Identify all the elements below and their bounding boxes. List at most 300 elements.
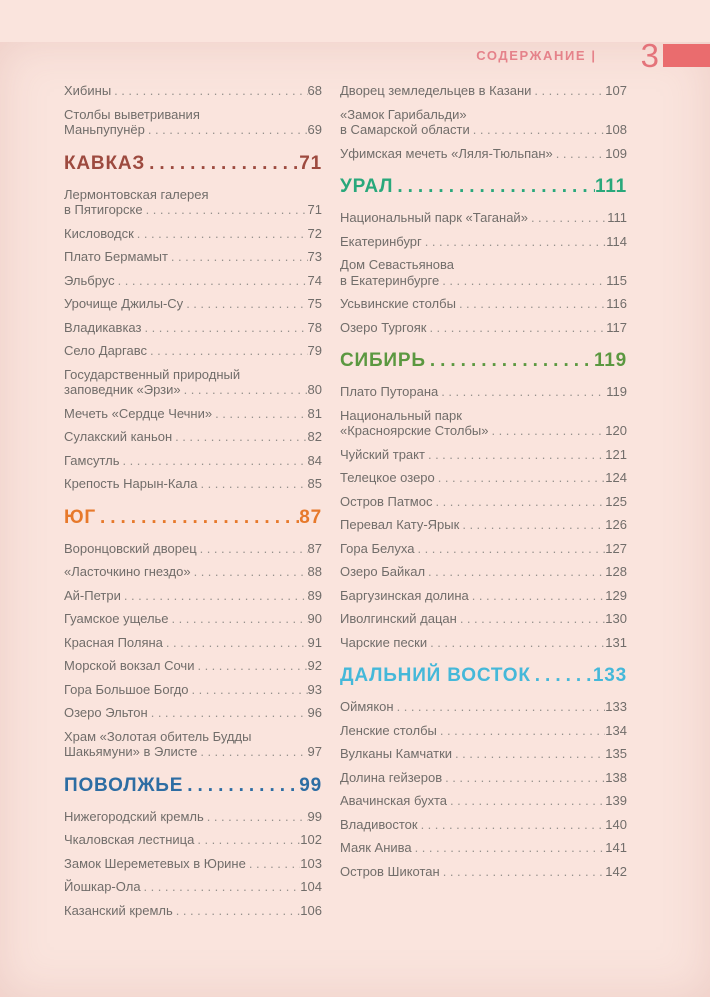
- toc-entry: [64, 682, 322, 698]
- toc-entry: [64, 83, 322, 99]
- toc-entry-title: Ленские столбы: [340, 722, 437, 738]
- toc-entry-row: [64, 809, 322, 825]
- dot-leader: [173, 903, 301, 919]
- toc-entry-page: 88: [307, 564, 322, 579]
- toc-entry-title: Хибины: [64, 83, 112, 98]
- dot-leader: [183, 775, 299, 797]
- toc-entry-title: Оймякон: [340, 699, 394, 714]
- toc-entry-row: [340, 635, 627, 651]
- toc-entry: [340, 494, 627, 510]
- toc-entry: [340, 146, 627, 162]
- toc-entry: [64, 635, 322, 651]
- toc-entry-title: Чарские пески: [340, 634, 428, 650]
- toc-entry-page: 126: [605, 517, 627, 532]
- dot-leader: [194, 658, 307, 674]
- toc-entry-row: [340, 384, 627, 400]
- toc-entry: [64, 343, 322, 359]
- toc-entry: [64, 729, 322, 760]
- toc-entry-row: [64, 856, 322, 872]
- toc-entry: [64, 273, 322, 289]
- toc-entry: [340, 699, 627, 715]
- toc-entry: [64, 856, 322, 872]
- dot-leader: [422, 234, 606, 250]
- page-number: 3: [640, 37, 659, 74]
- toc-entry-page: 140: [605, 816, 627, 832]
- toc-entry-row: [340, 517, 627, 533]
- toc-entry-page: 93: [307, 681, 322, 697]
- toc-entry-page: 115: [606, 272, 627, 288]
- toc-entry-row: [64, 611, 322, 627]
- toc-entry-page: 73: [307, 249, 322, 264]
- toc-entry-row: [64, 343, 322, 359]
- toc-entry-row: [64, 83, 322, 99]
- dot-leader: [425, 447, 605, 463]
- toc-entry-row: [340, 611, 627, 627]
- toc-section-page: 133: [592, 665, 627, 686]
- toc-entry-title: Иволгинский дацан: [340, 611, 457, 626]
- dot-leader: [470, 122, 606, 138]
- toc-entry-line: Национальный парк: [340, 407, 462, 423]
- toc-entry-page: 128: [605, 564, 627, 579]
- toc-entry: [64, 658, 322, 674]
- toc-entry-page: 81: [307, 405, 322, 421]
- toc-entry-row: [64, 682, 322, 698]
- dot-leader: [438, 384, 606, 400]
- dot-leader: [528, 210, 607, 226]
- toc-entry-title: Гора Белуха: [340, 540, 415, 556]
- toc-section-header: [340, 350, 627, 372]
- toc-section-row: [64, 775, 322, 797]
- dot-leader: [120, 453, 308, 469]
- toc-entry: [64, 903, 322, 919]
- dot-leader: [197, 541, 308, 557]
- dot-leader: [96, 507, 299, 529]
- toc-entry-row: [340, 588, 627, 604]
- toc-entry-title: Владивосток: [340, 816, 418, 832]
- toc-entry-row: [340, 146, 627, 162]
- toc-entry-line: Государственный природный: [64, 366, 241, 382]
- toc-entry-row: [340, 817, 627, 833]
- toc-entry-page: 89: [307, 587, 322, 603]
- toc-entry-page: 109: [605, 145, 627, 161]
- dot-leader: [469, 588, 606, 604]
- toc-entry-page: 84: [307, 452, 322, 468]
- toc-entry-title: Озеро Тургояк: [340, 319, 427, 335]
- toc-entry-title: заповедник «Эрзи»: [64, 382, 181, 397]
- dot-leader: [121, 588, 308, 604]
- toc-entry-page: 74: [307, 272, 322, 288]
- toc-entry-line: Храм «Золотая обитель Будды: [64, 728, 252, 744]
- toc-entry-title: Воронцовский дворец: [64, 540, 197, 556]
- toc-entry-title: Гуамское ущелье: [64, 611, 169, 626]
- dot-leader: [212, 406, 307, 422]
- toc-entry-page: 139: [605, 793, 627, 808]
- toc-entry-page: 114: [606, 233, 627, 249]
- toc-entry-page: 90: [307, 611, 322, 626]
- toc-entry-page: 119: [606, 384, 627, 399]
- toc-entry-title: Урочище Джилы-Су: [64, 296, 184, 311]
- toc-column-left: [64, 83, 322, 926]
- toc-section-header: [340, 176, 627, 198]
- toc-entry-page: 96: [307, 705, 322, 720]
- toc-entry-page: 85: [307, 476, 322, 491]
- toc-entry-page: 72: [307, 225, 322, 241]
- toc-entry-page: 124: [605, 470, 627, 485]
- toc-entry-page: 127: [605, 540, 627, 556]
- toc-entry-row: [340, 234, 627, 250]
- toc-entry: [64, 832, 322, 848]
- toc-entry-row: [340, 320, 627, 336]
- dot-leader: [111, 83, 307, 99]
- dot-leader: [197, 476, 307, 492]
- toc-entry-page: 87: [307, 540, 322, 556]
- toc-entry: [340, 588, 627, 604]
- dot-leader: [459, 517, 605, 533]
- toc-entry-title: Эльбрус: [64, 272, 115, 288]
- toc-entry-row: [340, 470, 627, 486]
- toc-entry-page: 138: [605, 769, 627, 785]
- toc-entry-title: Остров Патмос: [340, 493, 433, 509]
- toc-entry-page: 69: [307, 122, 322, 137]
- toc-entry-row: [340, 723, 627, 739]
- dot-leader: [418, 817, 606, 833]
- toc-entry-row: [64, 564, 322, 580]
- toc-entry: [340, 234, 627, 250]
- toc-entry-title: Телецкое озеро: [340, 470, 435, 485]
- toc-entry-row: [340, 210, 627, 226]
- toc-entry-page: 104: [300, 879, 322, 894]
- toc-entry-row: [64, 832, 322, 848]
- toc-entry-row: [340, 840, 627, 856]
- toc-entry: [64, 429, 322, 445]
- toc-entry-row: [64, 320, 322, 336]
- toc-section-row: [64, 153, 322, 175]
- dot-leader: [425, 564, 605, 580]
- toc-entry-line: Дом Севастьянова: [340, 257, 455, 272]
- toc-entry-title: Плато Путорана: [340, 384, 439, 399]
- toc-entry-line: Лермонтовская галерея: [64, 186, 209, 202]
- toc-entry-title: Чкаловская лестница: [64, 832, 195, 847]
- toc-entry-title: Ай-Петри: [64, 587, 121, 603]
- toc-entry-row: [64, 453, 322, 469]
- toc-entry-title: Замок Шереметевых в Юрине: [64, 855, 246, 871]
- toc-section-title: ЮГ: [64, 506, 96, 528]
- page-number-accent-bar: [663, 44, 710, 67]
- toc-entry-page: 78: [307, 319, 322, 335]
- toc-entry-page: 130: [605, 611, 627, 626]
- toc-entry-title: Авачинская бухта: [340, 793, 447, 808]
- toc-entry: [64, 705, 322, 721]
- contents-heading: СОДЕРЖАНИЕ |: [476, 48, 597, 63]
- toc-entry: [340, 564, 627, 580]
- toc-entry: [64, 296, 322, 312]
- toc-entry-row: [64, 879, 322, 895]
- toc-entry: [340, 746, 627, 762]
- toc-entry: [64, 187, 322, 218]
- dot-leader: [394, 699, 606, 715]
- dot-leader: [439, 273, 606, 289]
- toc-section-page: 119: [593, 350, 627, 371]
- toc-section-page: 87: [299, 506, 322, 528]
- toc-entry-page: 133: [605, 699, 627, 714]
- toc-entry-title: в Екатеринбурге: [340, 272, 440, 288]
- toc-entry-page: 125: [605, 493, 627, 509]
- toc-entry: [64, 809, 322, 825]
- toc-entry-page: 71: [307, 202, 322, 217]
- dot-leader: [440, 864, 606, 880]
- toc-entry-page: 107: [605, 83, 627, 98]
- toc-entry-row: [64, 406, 322, 422]
- toc-entry-row: [64, 635, 322, 651]
- toc-entry-title: Нижегородский кремль: [64, 808, 204, 824]
- toc-entry-row: [340, 541, 627, 557]
- dot-leader: [452, 746, 605, 762]
- dot-leader: [204, 809, 308, 825]
- dot-leader: [145, 122, 308, 138]
- toc-column-right: [340, 83, 627, 926]
- toc-entry-page: 80: [307, 382, 322, 397]
- toc-entry-page: 134: [605, 722, 627, 738]
- toc-entry-title: Крепость Нарын-Кала: [64, 476, 198, 491]
- dot-leader: [197, 744, 307, 760]
- dot-leader: [194, 832, 300, 848]
- toc-columns: [0, 83, 710, 926]
- toc-entry-row: [340, 746, 627, 762]
- toc-entry-title: Гора Большое Богдо: [64, 681, 189, 697]
- toc-entry: [64, 249, 322, 265]
- toc-entry-title: Шакьямуни» в Элисте: [64, 744, 198, 759]
- toc-entry-row: [64, 903, 322, 919]
- toc-entry: [64, 564, 322, 580]
- toc-entry-title: в Пятигорске: [64, 202, 143, 217]
- toc-section-row: [64, 507, 322, 529]
- toc-entry: [64, 611, 322, 627]
- toc-entry-page: 111: [607, 210, 627, 225]
- toc-entry-title: Перевал Кату-Ярык: [340, 517, 460, 532]
- toc-entry-page: 68: [307, 83, 322, 98]
- toc-entry-title: Сулакский каньон: [64, 429, 173, 444]
- toc-entry-title: Чуйский тракт: [340, 446, 425, 462]
- toc-section-title: ДАЛЬНИЙ ВОСТОК: [340, 665, 531, 686]
- toc-entry-page: 120: [605, 423, 627, 438]
- toc-entry-row: [64, 226, 322, 242]
- toc-entry: [64, 320, 322, 336]
- toc-entry-page: 117: [606, 319, 627, 335]
- toc-entry-title: Кисловодск: [64, 225, 134, 241]
- toc-entry-row: [340, 699, 627, 715]
- dot-leader: [393, 176, 595, 198]
- toc-entry-page: 92: [307, 658, 322, 673]
- toc-entry-title: Мечеть «Сердце Чечни»: [64, 405, 213, 421]
- toc-entry-row: [64, 249, 322, 265]
- toc-entry-row: [340, 296, 627, 312]
- toc-entry-title: Дворец земледельцев в Казани: [340, 83, 532, 98]
- toc-entry-line: «Замок Гарибальди»: [340, 106, 467, 122]
- toc-entry-row: [340, 494, 627, 510]
- toc-entry-title: Усьвинские столбы: [340, 296, 456, 311]
- toc-entry: [64, 879, 322, 895]
- dot-leader: [435, 470, 606, 486]
- dot-leader: [115, 273, 308, 289]
- toc-entry-page: 79: [307, 343, 322, 358]
- toc-section-row: [340, 665, 627, 687]
- toc-entry: [340, 793, 627, 809]
- toc-section-row: [340, 176, 627, 198]
- toc-entry-row: [340, 564, 627, 580]
- toc-entry: [340, 840, 627, 856]
- dot-leader: [145, 153, 299, 175]
- toc-entry-title: Национальный парк «Таганай»: [340, 210, 528, 225]
- toc-entry-title: Баргузинская долина: [340, 587, 469, 603]
- toc-entry-page: 103: [300, 855, 322, 871]
- toc-entry: [340, 384, 627, 400]
- toc-entry-title: Красная Поляна: [64, 634, 163, 650]
- dot-leader: [143, 202, 308, 218]
- toc-entry-title: Озеро Байкал: [340, 564, 426, 579]
- toc-section-title: СИБИРЬ: [340, 350, 426, 371]
- dot-leader: [169, 611, 308, 627]
- toc-entry: [64, 406, 322, 422]
- toc-entry-row: [64, 296, 322, 312]
- toc-entry-title: Село Даргавс: [64, 343, 147, 358]
- dot-leader: [414, 541, 605, 557]
- toc-entry-page: 135: [605, 746, 627, 761]
- toc-entry-row: [64, 202, 322, 218]
- toc-entry: [340, 447, 627, 463]
- dot-leader: [427, 635, 605, 651]
- dot-leader: [531, 665, 593, 687]
- toc-entry-row: [340, 864, 627, 880]
- toc-entry-row: [64, 588, 322, 604]
- toc-entry-row: [340, 83, 627, 99]
- dot-leader: [432, 494, 605, 510]
- toc-entry-title: в Самарской области: [340, 122, 470, 137]
- toc-entry-row: [340, 447, 627, 463]
- dot-leader: [191, 564, 308, 580]
- toc-entry-page: 106: [300, 902, 322, 918]
- toc-entry-page: 102: [300, 832, 322, 847]
- toc-entry: [340, 517, 627, 533]
- dot-leader: [163, 635, 308, 651]
- toc-entry-title: Морской вокзал Сочи: [64, 658, 195, 673]
- toc-section-page: 99: [299, 774, 322, 796]
- dot-leader: [457, 611, 605, 627]
- toc-entry-row: [64, 382, 322, 398]
- dot-leader: [488, 423, 605, 439]
- toc-section-title: ПОВОЛЖЬЕ: [64, 774, 184, 796]
- dot-leader: [172, 429, 307, 445]
- toc-entry-title: Йошкар-Ола: [64, 879, 141, 894]
- dot-leader: [442, 770, 605, 786]
- toc-entry-row: [340, 122, 627, 138]
- toc-entry: [340, 864, 627, 880]
- toc-entry-row: [64, 476, 322, 492]
- toc-entry-title: Плато Бермамыт: [64, 249, 168, 264]
- toc-entry-title: Гамсутль: [64, 452, 120, 468]
- toc-entry: [64, 367, 322, 398]
- dot-leader: [553, 146, 606, 162]
- toc-entry-title: Владикавказ: [64, 319, 142, 335]
- toc-entry-title: «Ласточкино гнездо»: [64, 564, 191, 579]
- toc-entry-page: 131: [605, 634, 627, 650]
- toc-entry-page: 129: [605, 587, 627, 603]
- toc-section-page: 71: [299, 152, 322, 174]
- dot-leader: [148, 705, 308, 721]
- toc-entry-row: [340, 793, 627, 809]
- toc-section-title: КАВКАЗ: [64, 152, 146, 174]
- toc-section-header: [64, 153, 322, 175]
- toc-entry-row: [64, 744, 322, 760]
- toc-entry: [340, 107, 627, 138]
- page-header: [0, 37, 710, 74]
- toc-entry: [340, 296, 627, 312]
- toc-entry: [340, 320, 627, 336]
- toc-entry-title: Вулканы Камчатки: [340, 746, 453, 761]
- toc-entry: [340, 257, 627, 288]
- dot-leader: [412, 840, 606, 856]
- toc-section-page: 111: [594, 176, 627, 197]
- toc-section-header: [64, 775, 322, 797]
- toc-entry: [340, 470, 627, 486]
- toc-entry-row: [340, 770, 627, 786]
- toc-entry-row: [340, 423, 627, 439]
- toc-entry-page: 142: [605, 863, 627, 879]
- toc-entry-page: 108: [605, 122, 627, 137]
- book-toc-page: [0, 37, 710, 997]
- toc-entry-title: «Красноярские Столбы»: [340, 423, 489, 438]
- toc-entry-title: Маяк Анива: [340, 840, 412, 855]
- toc-entry-row: [64, 541, 322, 557]
- toc-entry-page: 75: [307, 296, 322, 311]
- toc-entry: [340, 408, 627, 439]
- dot-leader: [189, 682, 308, 698]
- toc-entry-page: 116: [606, 296, 627, 311]
- toc-entry: [64, 226, 322, 242]
- toc-entry: [340, 611, 627, 627]
- dot-leader: [147, 343, 308, 359]
- toc-section-row: [340, 350, 627, 372]
- dot-leader: [531, 83, 605, 99]
- toc-entry: [64, 107, 322, 138]
- toc-entry-line: Столбы выветривания: [64, 106, 200, 122]
- dot-leader: [141, 320, 307, 336]
- toc-entry: [340, 635, 627, 651]
- dot-leader: [426, 320, 606, 336]
- toc-entry-page: 99: [307, 808, 322, 824]
- toc-section-header: [340, 665, 627, 687]
- dot-leader: [447, 793, 605, 809]
- dot-leader: [456, 296, 606, 312]
- dot-leader: [183, 296, 307, 312]
- toc-entry-title: Долина гейзеров: [340, 769, 443, 785]
- toc-entry-row: [340, 273, 627, 289]
- toc-entry: [340, 723, 627, 739]
- toc-entry-title: Остров Шикотан: [340, 863, 440, 879]
- toc-entry: [64, 476, 322, 492]
- toc-entry-row: [64, 658, 322, 674]
- toc-entry-page: 121: [605, 446, 627, 462]
- dot-leader: [141, 879, 301, 895]
- toc-section-title: УРАЛ: [340, 176, 394, 197]
- toc-section-header: [64, 507, 322, 529]
- toc-entry-title: Маньпупунёр: [64, 122, 145, 137]
- toc-entry: [340, 817, 627, 833]
- dot-leader: [426, 350, 594, 372]
- toc-entry: [340, 83, 627, 99]
- toc-entry-page: 91: [307, 634, 322, 650]
- toc-entry: [64, 588, 322, 604]
- toc-entry-title: Екатеринбург: [340, 233, 422, 249]
